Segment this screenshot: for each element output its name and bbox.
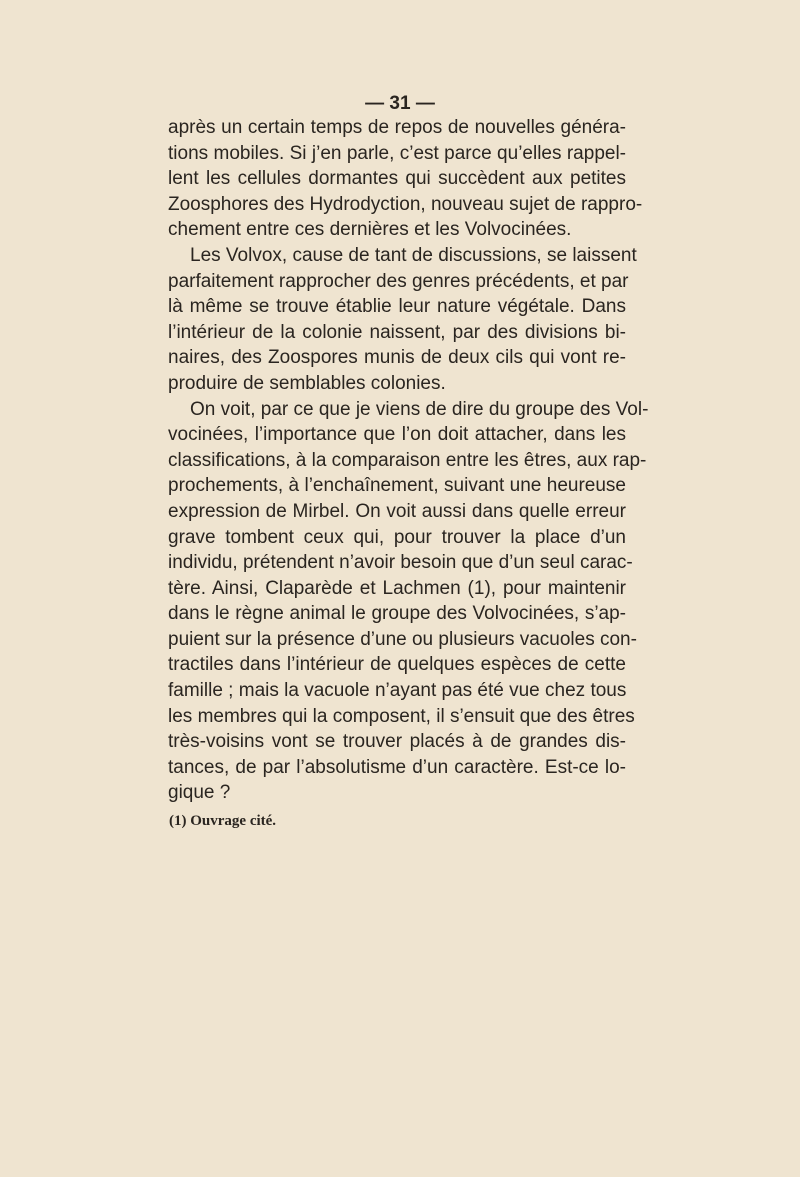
text-line: les membres qui la composent, il s’ensuit que des êtres bbox=[168, 705, 635, 727]
text-line: après un certain temps de repos de nouvelles généra- bbox=[168, 117, 626, 138]
text-line: expression de Mirbel. On voit aussi dans quelle erreur bbox=[168, 500, 626, 522]
text-line: l’intérieur de la colonie naissent, par des divisions bi- bbox=[168, 321, 626, 343]
text-line: produire de semblables colonies. bbox=[168, 372, 446, 394]
text-line: classifications, à la comparaison entre les êtres, aux rap- bbox=[168, 449, 647, 471]
text-line: chement entre ces dernières et les Volvocinées. bbox=[168, 219, 572, 241]
text-line: tions mobiles. Si j’en parle, c’est parce qu’elles rappel- bbox=[168, 142, 626, 164]
text-line: là même se trouve établie leur nature végétale. Dans bbox=[168, 296, 626, 318]
text-line: parfaitement rapprocher des genres précédents, et par bbox=[168, 270, 629, 292]
text-line: tère. Ainsi, Claparède et Lachmen (1), pour maintenir bbox=[168, 577, 626, 599]
page-number: — 31 — bbox=[365, 93, 435, 114]
text-line: tances, de par l’absolutisme d’un caractère. Est-ce lo- bbox=[168, 756, 626, 778]
footnote: (1) Ouvrage cité. bbox=[169, 813, 277, 829]
text-line: individu, prétendent n’avoir besoin que d’un seul carac- bbox=[168, 552, 633, 574]
text-line: Zoosphores des Hydrodyction, nouveau sujet de rappro- bbox=[168, 193, 643, 215]
text-line: famille ; mais la vacuole n’ayant pas été vue chez tous bbox=[168, 680, 627, 702]
text-line: prochements, à l’enchaînement, suivant une heureuse bbox=[168, 475, 626, 497]
text-line: tractiles dans l’intérieur de quelques espèces de cette bbox=[168, 654, 626, 676]
text-line: gique ? bbox=[168, 782, 231, 804]
text-line: dans le règne animal le groupe des Volvocinées, s’ap- bbox=[168, 603, 626, 625]
text-line: naires, des Zoospores munis de deux cils qui vont re- bbox=[168, 347, 626, 369]
body-text bbox=[168, 115, 649, 806]
text-line: On voit, par ce que je viens de dire du groupe des Vol- bbox=[190, 398, 649, 420]
text-line: grave tombent ceux qui, pour trouver la place d’un bbox=[168, 526, 626, 548]
text-line: puient sur la présence d’une ou plusieurs vacuoles con- bbox=[168, 628, 637, 650]
text-line: lent les cellules dormantes qui succèdent aux petites bbox=[168, 168, 626, 190]
text-line: Les Volvox, cause de tant de discussions, se laissent bbox=[190, 244, 637, 266]
text-line: vocinées, l’importance que l’on doit attacher, dans les bbox=[168, 424, 626, 446]
text-line: très-voisins vont se trouver placés à de grandes dis- bbox=[168, 731, 626, 753]
